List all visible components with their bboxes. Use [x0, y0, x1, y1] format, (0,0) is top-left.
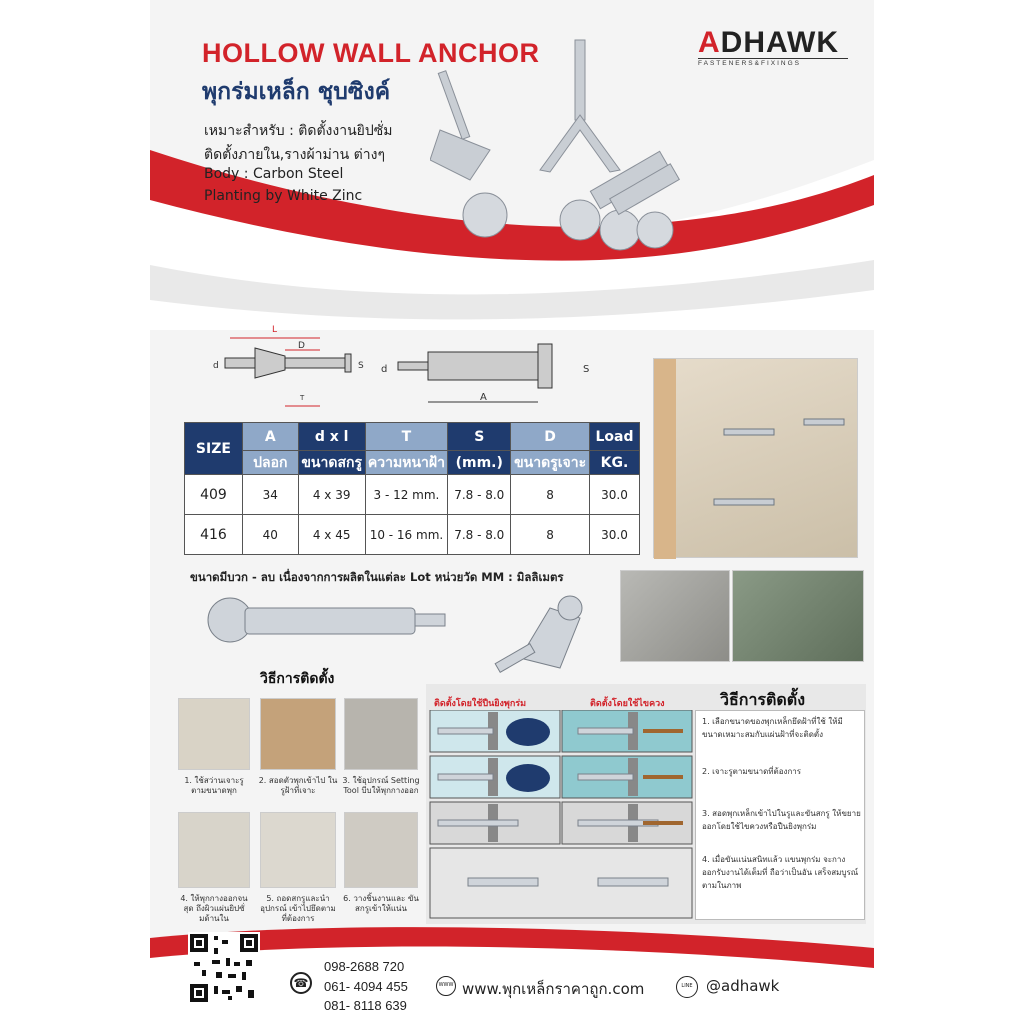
label-L: L [272, 325, 278, 335]
step-photo-3 [344, 698, 418, 770]
label-S-right: S [583, 364, 590, 375]
table-cell: 4 x 45 [298, 515, 365, 555]
install-step-2: 2. เจาะรูตามขนาดที่ต้องการ [702, 767, 802, 776]
table-cell: 3 - 12 mm. [365, 475, 448, 515]
bracket-photo [620, 570, 730, 662]
anchor-diagram-left [210, 318, 388, 413]
green-board-photo [732, 570, 864, 662]
table-cell: 30.0 [589, 515, 639, 555]
step-photo-5 [260, 812, 336, 888]
table-cell: 409 [185, 475, 243, 515]
table-row [185, 515, 640, 555]
phone-number-3[interactable]: 081- 8118 639 [324, 998, 407, 1013]
column-header: SIZE [185, 423, 243, 475]
table-row [185, 475, 640, 515]
phone-number-1[interactable]: 098-2688 720 [324, 959, 405, 974]
flyer [150, 0, 874, 1024]
step-caption-3: 3. ใช้อุปกรณ์ Setting Tool บีบให้พุกกางออก [342, 776, 420, 795]
phone-icon: ☎ [290, 972, 312, 994]
step-caption-1: 1. ใช้สว่านเจาะรู ตามขนาดพุก [184, 776, 244, 795]
table-cell: 40 [242, 515, 298, 555]
website-link[interactable]: www.พุกเหล็กราคาถูก.com [462, 980, 645, 998]
anchor-side-photo [200, 590, 460, 660]
table-cell: 7.8 - 8.0 [448, 475, 511, 515]
logo-text: ADHAWK [698, 26, 839, 59]
page-title: HOLLOW WALL ANCHOR [202, 38, 540, 68]
spec-line: เหมาะสำหรับ : ติดตั้งงานยิปซั่ม [204, 123, 393, 139]
install-right-title: วิธีการติดตั้ง [720, 690, 805, 709]
table-subheader-row [185, 451, 640, 475]
step-caption-6: 6. วางชิ้นงานและ ขันสกรูเข้าให้แน่น [343, 894, 419, 913]
install-step-1: 1. เลือกขนาดของพุกเหล็กยึดฝ้าที่ใช้ ให้มีขนาดเหมาะสมกับแผ่นฝ้าที่จะติดตั้ง [702, 717, 843, 739]
table-cell: 34 [242, 475, 298, 515]
install-diagram [428, 710, 694, 920]
label-d-right: d [381, 364, 388, 375]
phone-number-2[interactable]: 061- 4094 455 [324, 979, 408, 994]
spec-line: ติดตั้งภายใน,รางผ้าม่าน ต่างๆ [204, 147, 385, 163]
table-cell: 8 [511, 515, 590, 555]
label-T: T [300, 394, 305, 402]
column-subheader: ขนาดรูเจาะ [511, 451, 590, 475]
logo-tagline: FASTENERS&FIXINGS [698, 58, 848, 67]
column-subheader: ความหนาฝ้า [365, 451, 448, 475]
step-photo-2 [260, 698, 336, 770]
table-header-row [185, 423, 640, 451]
table-cell: 8 [511, 475, 590, 515]
qr-code-image[interactable] [188, 932, 260, 1004]
page-subtitle: พุกร่มเหล็ก ชุบซิงค์ [202, 79, 391, 105]
installed-anchors-photo [653, 358, 858, 558]
install-left-title: วิธีการติดตั้ง [260, 671, 335, 687]
label-A: A [480, 392, 487, 403]
hero-product-image [430, 30, 680, 255]
install-step-3: 3. สอดพุกเหล็กเข้าไปในรูและขันสกรู ให้ขยายออกโดยใช้ไขควงหรือปืนยิงพุกร่ม [702, 809, 861, 831]
column-header: T [365, 423, 448, 451]
step-photo-6 [344, 812, 418, 888]
anchor-diagram-right [378, 330, 608, 410]
line-icon: LINE [676, 976, 698, 998]
label-D: D [298, 341, 305, 351]
install-step-4: 4. เมื่อขันแน่นสนิทแล้ว แขนพุกร่ม จะกางออกรับงานได้เต็มที่ ถือว่าเป็นอัน เสร็จสมบูรณ์ ตามในภาพ [702, 855, 859, 890]
column-header: Load [589, 423, 639, 451]
globe-icon: WWW [436, 976, 456, 996]
step-photo-1 [178, 698, 250, 770]
anchor-expanded-photo [490, 588, 610, 678]
table-note: ขนาดมีบวก - ลบ เนื่องจากการผลิตในแต่ละ Lot หน่วยวัด MM : มิลลิเมตร [190, 570, 564, 584]
table-cell: 416 [185, 515, 243, 555]
step-caption-2: 2. สอดตัวพุกเข้าไป ในรูฝ้าที่เจาะ [258, 776, 338, 795]
table-cell: 7.8 - 8.0 [448, 515, 511, 555]
column-subheader: KG. [589, 451, 639, 475]
method-label-screwdriver: ติดตั้งโดยใช้ไขควง [590, 699, 665, 709]
label-S: S [358, 361, 364, 371]
column-header: D [511, 423, 590, 451]
brand-logo [698, 26, 848, 67]
install-diagram-grid [428, 710, 694, 920]
column-header: d x l [298, 423, 365, 451]
table-cell: 30.0 [589, 475, 639, 515]
method-label-gun: ติดตั้งโดยใช้ปืนยิงพุกร่ม [434, 699, 527, 709]
table-cell: 10 - 16 mm. [365, 515, 448, 555]
column-header: A [242, 423, 298, 451]
spec-table [184, 422, 640, 555]
step-caption-5: 5. ถอดสกรูและนำอุปกรณ์ เข้าไปยึดตามที่ต้องการ [260, 894, 336, 923]
column-subheader: ขนาดสกรู [298, 451, 365, 475]
step-caption-4: 4. ให้พุกกางออกจนสุด ถึงผิวแผ่นยิปซั่มด้านใน [180, 894, 248, 923]
board-anchors-illustration [654, 359, 859, 559]
column-header: S [448, 423, 511, 451]
column-subheader: ปลอก [242, 451, 298, 475]
table-cell: 4 x 39 [298, 475, 365, 515]
spec-line: Planting by White Zinc [204, 188, 363, 204]
step-photo-4 [178, 812, 250, 888]
label-d: d [213, 361, 219, 371]
install-steps-box [695, 710, 865, 920]
column-subheader: (mm.) [448, 451, 511, 475]
spec-line: Body : Carbon Steel [204, 166, 344, 182]
line-id-link[interactable]: @adhawk [706, 977, 780, 995]
